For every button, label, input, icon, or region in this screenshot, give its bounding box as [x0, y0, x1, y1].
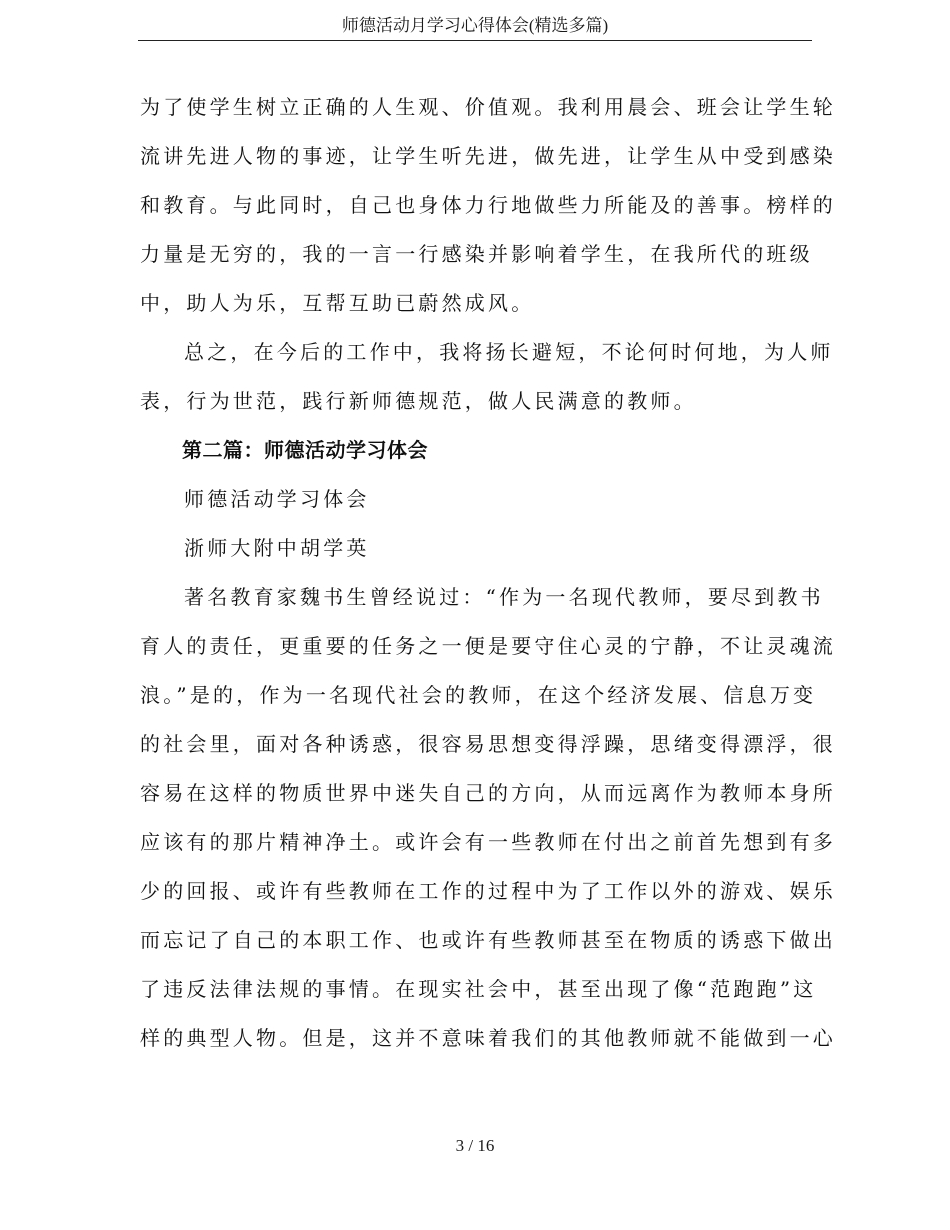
body-line: 样的典型人物。但是，这并不意味着我们的其他教师就不能做到一心 — [140, 1026, 836, 1050]
section-heading: 第二篇：师德活动学习体会 — [182, 438, 428, 462]
body-line: 和教育。与此同时，自己也身体力行地做些力所能及的善事。榜样的 — [140, 193, 836, 217]
body-line: 的社会里，面对各种诱惑，很容易思想变得浮躁，思绪变得漂浮，很 — [140, 732, 836, 756]
body-line: 浪。”是的，作为一名现代社会的教师，在这个经济发展、信息万变 — [140, 683, 817, 707]
article-title: 师德活动学习体会 — [184, 487, 370, 511]
paragraph-first-line: 总之，在今后的工作中，我将扬长避短，不论何时何地，为人师 — [184, 340, 834, 364]
article-author: 浙师大附中胡学英 — [184, 536, 370, 560]
body-line: 为了使学生树立正确的人生观、价值观。我利用晨会、班会让学生轮 — [140, 95, 836, 119]
body-line: 力量是无穷的，我的一言一行感染并影响着学生，在我所代的班级 — [140, 242, 813, 266]
body-line: 而忘记了自己的本职工作、也或许有些教师甚至在物质的诱惑下做出 — [140, 928, 836, 952]
document-title: 师德活动月学习心得体会(精选多篇) — [341, 16, 609, 35]
body-line: 育人的责任，更重要的任务之一便是要守住心灵的宁静，不让灵魂流 — [140, 634, 836, 658]
body-line: 应该有的那片精神净土。或许会有一些教师在付出之前首先想到有多 — [140, 830, 836, 854]
body-line: 流讲先进人物的事迹，让学生听先进，做先进，让学生从中受到感染 — [140, 144, 836, 168]
body-line: 容易在这样的物质世界中迷失自己的方向，从而远离作为教师本身所 — [140, 781, 836, 805]
page-header — [138, 14, 812, 41]
paragraph-first-line: 著名教育家魏书生曾经说过：“作为一名现代教师，要尽到教书 — [184, 585, 824, 609]
body-line: 了违反法律法规的事情。在现实社会中，甚至出现了像“范跑跑”这 — [140, 977, 817, 1001]
body-line: 中，助人为乐，互帮互助已蔚然成风。 — [140, 291, 535, 315]
body-line: 少的回报、或许有些教师在工作的过程中为了工作以外的游戏、娱乐 — [140, 879, 836, 903]
page-number: 3 / 16 — [455, 1136, 495, 1155]
document-body — [140, 83, 836, 1063]
body-line: 表，行为世范，践行新师德规范，做人民满意的教师。 — [140, 389, 697, 413]
